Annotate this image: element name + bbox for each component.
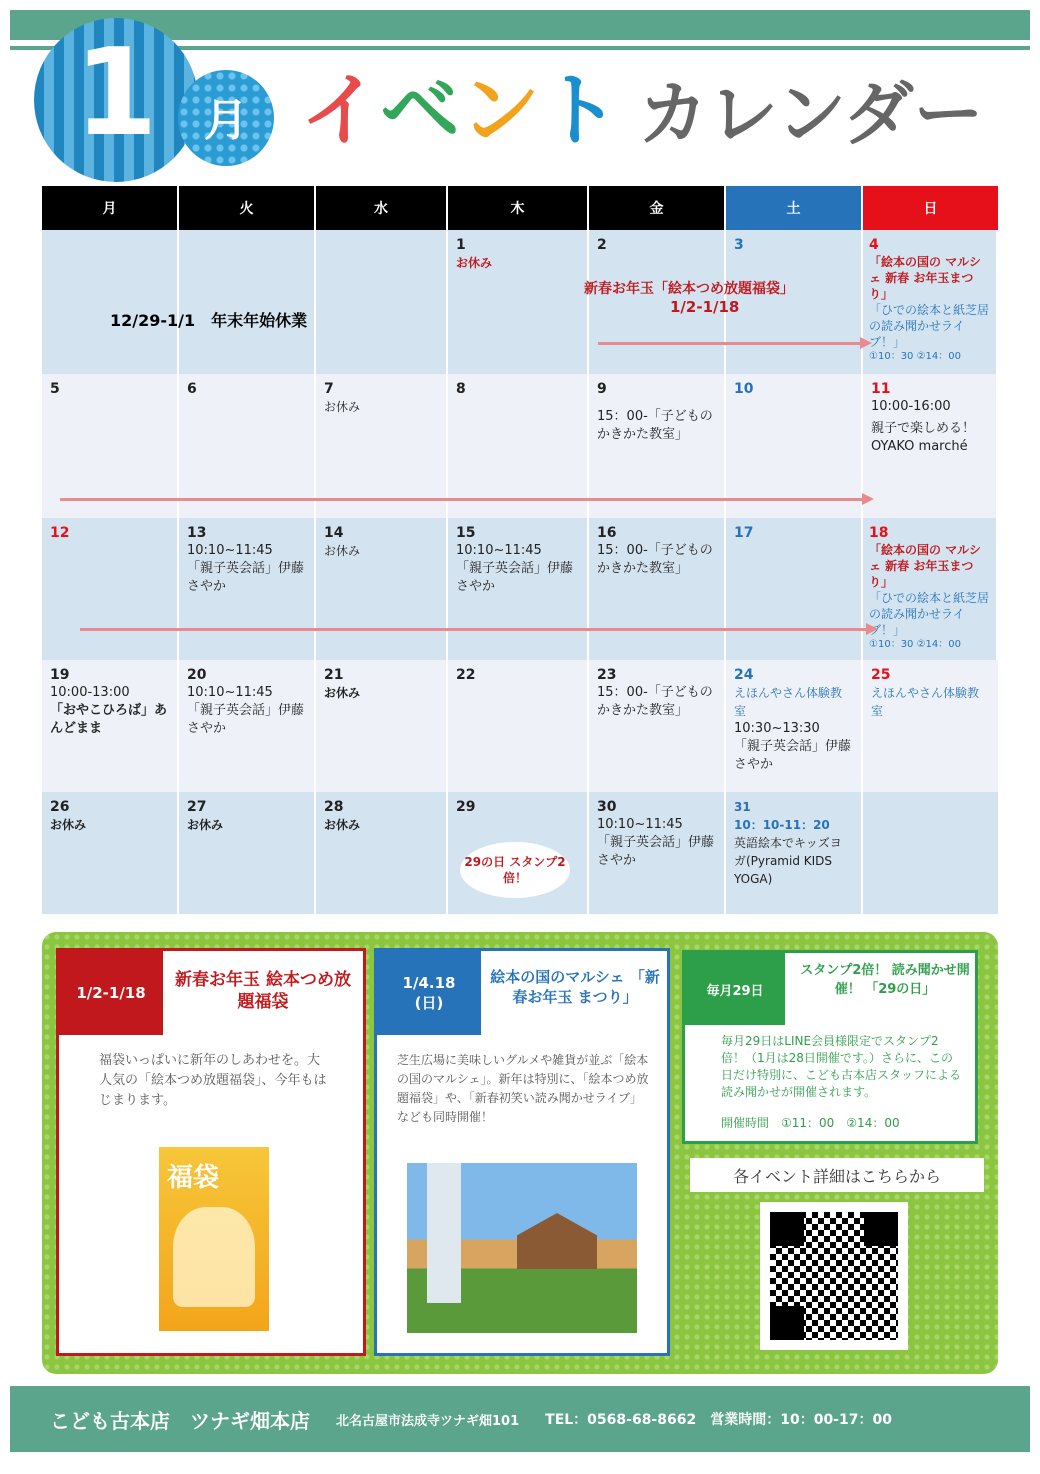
day-number: 6 [187, 381, 197, 397]
day-note: 「親子英会話」伊藤さやか [597, 835, 715, 868]
fukubukuro-image [159, 1147, 269, 1331]
week-row-5 [42, 792, 998, 914]
day-number: 3 [734, 237, 744, 253]
promo-fukubukuro-head: 新春お年玉 絵本つめ放題福袋 [175, 970, 351, 1012]
day-note: 15：00-「子どものかきかた教室」 [597, 543, 713, 576]
day-cell-31 [726, 792, 863, 914]
day-cell-30 [589, 792, 726, 914]
promo-29-head: スタンプ2倍！ 読み聞かせ開催！ 「29の日」 [800, 963, 970, 997]
month-number: 1 [74, 24, 158, 163]
weekday-sat: 土 [726, 186, 863, 230]
event-note: 「ひでの絵本と紙芝居の読み聞かせライブ！」 [869, 303, 990, 349]
day-cell-3 [726, 230, 863, 374]
fukubukuro-bag-icon [173, 1207, 255, 1307]
day-number: 22 [456, 667, 476, 683]
fukubukuro-event-title: 新春お年玉「絵本つめ放題福袋」 [584, 281, 794, 297]
day-note: お休み [456, 256, 493, 270]
day-number: 30 [597, 799, 617, 815]
stamp-badge-text: 29の日 スタンプ2倍！ [464, 855, 566, 885]
promo-29-day [682, 950, 978, 1144]
day-cell-6 [179, 374, 316, 518]
day-cell-13 [179, 518, 316, 660]
day-cell-12 [42, 518, 179, 660]
promo-marche-tag [377, 951, 481, 1035]
day-time: 10:30~13:30 [734, 721, 820, 736]
day-cell-21 [316, 660, 448, 792]
marche-building [517, 1213, 597, 1269]
day-number: 27 [187, 799, 207, 815]
day-time: 10：10-11：20 [734, 818, 830, 832]
month-suffix: 月 [204, 95, 248, 146]
day-number: 25 [871, 667, 891, 683]
day-cell-5 [42, 374, 179, 518]
day-cell-7 [316, 374, 448, 518]
day-number: 20 [187, 667, 207, 683]
qr-pattern [770, 1212, 898, 1340]
week-row-3 [42, 518, 998, 660]
day-cell-14 [316, 518, 448, 660]
day-number: 15 [456, 525, 476, 541]
day-time: 10:00-16:00 [871, 399, 951, 414]
day-number: 24 [734, 667, 754, 683]
event-span-arrow [598, 342, 862, 345]
title-char-2: ベ [380, 64, 460, 157]
title-char-3: ン [460, 64, 540, 157]
promo-29-tag [685, 953, 785, 1025]
day-cell-10 [726, 374, 863, 518]
marche-banner-flag [427, 1163, 461, 1303]
day-cell-24 [726, 660, 863, 792]
day-cell-22 [448, 660, 589, 792]
event-title: 「絵本の国の マルシェ 新春 お年玉まつり」 [869, 255, 981, 301]
day-number: 17 [734, 525, 754, 541]
promo-29-times: 開催時間 ①11：00 ②14：00 [721, 1116, 900, 1130]
promo-area [42, 932, 998, 1374]
page-title [300, 56, 983, 166]
day-note: お休み [324, 400, 361, 414]
day-number: 13 [187, 525, 207, 541]
day-number: 26 [50, 799, 70, 815]
day-number: 8 [456, 381, 466, 397]
day-note: お休み [324, 686, 361, 700]
promo-29-body: 毎月29日はLINE会員様限定でスタンプ2倍！（1月は28日開催です。）さらに、この日だけ特別に、こども古本店スタッフによる読み聞かせが開催されます。 [721, 1034, 962, 1099]
day-time: 10:10~11:45 [187, 685, 273, 700]
promo-29-label: 毎月29日 [706, 983, 764, 999]
day-note: えほんやさん体験教室 [734, 686, 843, 718]
title-char-1: イ [300, 64, 380, 157]
fukubukuro-image-text: 福袋 [167, 1163, 220, 1193]
day-number: 14 [324, 525, 344, 541]
event-title: 「絵本の国の マルシェ 新春 お年玉まつり」 [869, 543, 981, 589]
day-cell-8 [448, 374, 589, 518]
footer-bar [10, 1386, 1030, 1452]
day-cell-empty [863, 792, 998, 914]
day-cell-4 [863, 230, 998, 374]
day-time: 10:10~11:45 [456, 543, 542, 558]
day-number: 23 [597, 667, 617, 683]
weekday-tue: 火 [179, 186, 316, 230]
promo-fukubukuro [56, 948, 366, 1356]
day-number: 4 [869, 237, 879, 253]
promo-fukubukuro-dates: 1/2-1/18 [76, 984, 146, 1002]
day-number: 29 [456, 799, 476, 815]
day-number: 28 [324, 799, 344, 815]
marche-photo [407, 1163, 637, 1333]
day-note: 親子で楽しめる！ OYAKO marché [871, 421, 989, 454]
promo-marche-dates: 1/4.18 (日) [402, 974, 456, 1012]
day-number: 1 [456, 237, 466, 253]
day-note: 「親子英会話」伊藤さやか [456, 561, 574, 594]
day-cell [179, 230, 316, 374]
day-number: 2 [597, 237, 607, 253]
promo-fukubukuro-body: 福袋いっぱいに新年のしあわせを。大人気の「絵本つめ放題福袋」、今年もはじまります。 [99, 1053, 327, 1108]
title-sub: カレンダー [638, 73, 984, 155]
day-cell-20 [179, 660, 316, 792]
day-cell [42, 230, 179, 374]
weekday-thu: 木 [448, 186, 589, 230]
day-cell-25 [863, 660, 998, 792]
day-cell-15 [448, 518, 589, 660]
weekday-mon: 月 [42, 186, 179, 230]
day-number: 18 [869, 525, 889, 541]
day-cell [316, 230, 448, 374]
day-note: 15：00-「子どものかきかた教室」 [597, 685, 713, 718]
day-note: お休み [50, 818, 87, 832]
day-note: 「親子英会話」伊藤さやか [187, 561, 305, 594]
day-time: 10:10~11:45 [187, 543, 273, 558]
day-number: 5 [50, 381, 60, 397]
day-note: えほんやさん体験教室 [871, 686, 980, 718]
stamp-badge [460, 842, 570, 898]
week-row-2 [42, 374, 998, 518]
week-row-4 [42, 660, 998, 792]
event-span-arrow [80, 628, 868, 631]
day-cell-29 [448, 792, 589, 914]
day-cell-16 [589, 518, 726, 660]
day-note: 15：00-「子どものかきかた教室」 [597, 409, 713, 442]
day-cell-18 [863, 518, 998, 660]
day-cell-26 [42, 792, 179, 914]
day-note: 「おやこひろば」あんどまま [50, 703, 168, 736]
holiday-text: 12/29-1/1 年末年始休業 [110, 311, 308, 330]
day-number: 11 [871, 381, 891, 397]
fukubukuro-event-dates: 1/2-1/18 [670, 298, 740, 316]
day-number: 16 [597, 525, 617, 541]
day-number: 9 [597, 381, 607, 397]
day-cell-27 [179, 792, 316, 914]
day-cell-9 [589, 374, 726, 518]
day-number: 7 [324, 381, 334, 397]
day-number: 31 [734, 800, 751, 814]
day-cell-1 [448, 230, 589, 374]
day-time: 10:00-13:00 [50, 685, 130, 700]
footer-tel: TEL：0568-68-8662 [545, 1412, 697, 1428]
details-label: 各イベント詳細はこちらから [690, 1158, 984, 1192]
day-note: お休み [324, 818, 361, 832]
event-times: ①10：30 ②14：00 [869, 639, 962, 650]
event-calendar [42, 186, 998, 914]
weekday-header [42, 186, 998, 230]
promo-marche-body: 芝生広場に美味しいグルメや雑貨が並ぶ「絵本の国のマルシェ」。新年は特別に、「絵本つめ放題福袋」や、「新春初笑い読み聞かせライブ」なども同時開催！ [397, 1053, 649, 1124]
week-row-1 [42, 230, 998, 374]
promo-marche-head: 絵本の国のマルシェ 「新春お年玉 まつり」 [490, 968, 660, 1006]
footer-address: 北名古屋市法成寺ツナギ畑101 [336, 1413, 520, 1429]
event-span-arrow [60, 498, 864, 501]
event-note: 「ひでの絵本と紙芝居の読み聞かせライブ！」 [869, 591, 990, 637]
day-note: 英語絵本でキッズヨガ(Pyramid KIDS YOGA) [734, 836, 842, 886]
day-note: お休み [187, 818, 224, 832]
day-cell-23 [589, 660, 726, 792]
day-cell-19 [42, 660, 179, 792]
promo-marche [374, 948, 670, 1356]
day-number: 12 [50, 525, 70, 541]
day-time: 10:10~11:45 [597, 817, 683, 832]
footer-shop-name: こども古本店 ツナギ畑本店 [50, 1408, 310, 1433]
day-cell-17 [726, 518, 863, 660]
day-note-2: 「親子英会話」伊藤さやか [734, 739, 852, 772]
day-cell-28 [316, 792, 448, 914]
month-number-badge [34, 18, 198, 182]
month-suffix-badge [178, 70, 274, 166]
event-times: ①10：30 ②14：00 [869, 351, 962, 362]
title-char-4: ト [540, 64, 620, 157]
promo-fukubukuro-tag [59, 951, 163, 1035]
day-number: 19 [50, 667, 70, 683]
weekday-wed: 水 [316, 186, 448, 230]
day-number: 10 [734, 381, 754, 397]
footer-hours: 営業時間：10：00-17：00 [710, 1412, 892, 1428]
weekday-fri: 金 [589, 186, 726, 230]
weekday-sun: 日 [863, 186, 998, 230]
day-cell-11 [863, 374, 998, 518]
day-note: お休み [324, 544, 361, 558]
day-number: 21 [324, 667, 344, 683]
qr-code[interactable] [760, 1202, 908, 1350]
day-note: 「親子英会話」伊藤さやか [187, 703, 305, 736]
